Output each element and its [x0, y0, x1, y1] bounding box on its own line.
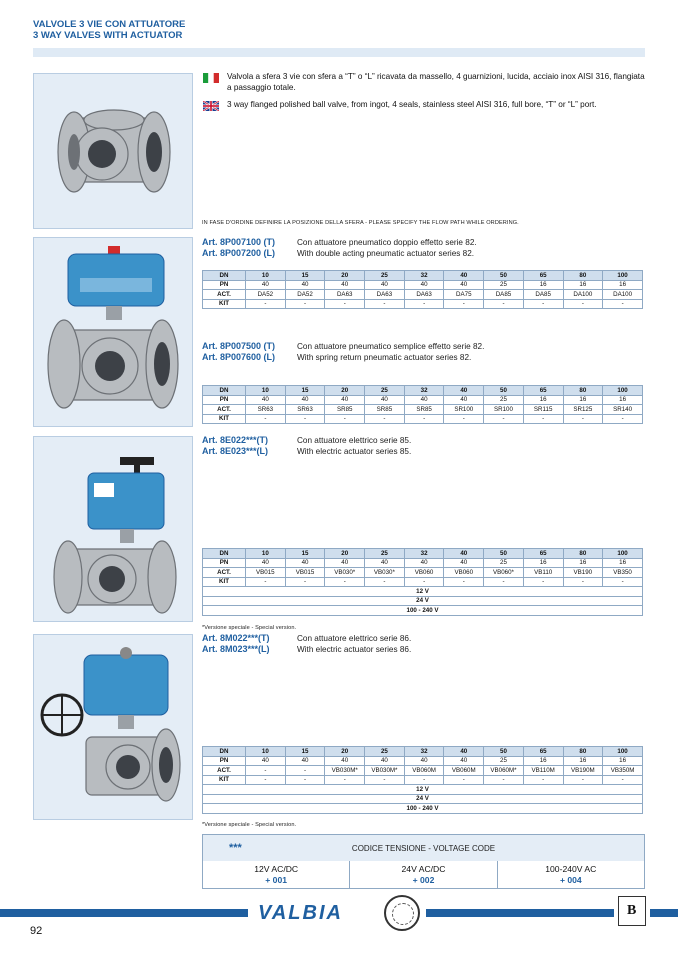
table-cell: -	[444, 414, 484, 424]
intro-description	[203, 72, 648, 118]
table-cell: -	[484, 299, 524, 309]
table-cell: -	[246, 766, 286, 776]
table-cell: VB060	[404, 568, 444, 578]
table-cell: 40	[246, 558, 286, 568]
row-header: KIT	[203, 414, 246, 424]
table-cell: VB030*	[325, 568, 365, 578]
voltage-value: 12 V	[203, 785, 643, 795]
special-version-note: *Versione speciale - Special version.	[202, 625, 297, 631]
table-cell: 40	[444, 395, 484, 405]
article-desc-it: Con attuatore elettrico serie 85.	[297, 436, 412, 445]
table-cell: -	[365, 299, 405, 309]
table-cell: 40	[444, 756, 484, 766]
article-block-1	[202, 237, 642, 259]
voltage-cell-240v	[498, 861, 644, 888]
table-cell: VB060*	[484, 568, 524, 578]
badge-letter: B	[627, 903, 637, 918]
table-cell: 32	[404, 549, 444, 559]
table-cell: -	[603, 577, 643, 587]
table-cell: 16	[523, 558, 563, 568]
table-cell: 40	[444, 280, 484, 290]
voltage-row	[203, 794, 643, 804]
table-row	[203, 558, 643, 568]
table-cell: -	[285, 775, 325, 785]
table-cell: 40	[404, 558, 444, 568]
row-header: PN	[203, 395, 246, 405]
art-label: Art.	[202, 237, 218, 247]
table-cell: DA85	[523, 290, 563, 300]
voltage-value: 24 V	[203, 596, 643, 606]
article-desc-en: With electric actuator series 86.	[297, 645, 412, 654]
row-header: KIT	[203, 299, 246, 309]
voltage-row	[203, 596, 643, 606]
footer-bar-left	[0, 909, 248, 917]
table-cell: SR115	[523, 405, 563, 415]
article-code-t: 8P007500 (T)	[220, 341, 276, 351]
table-cell: 65	[523, 747, 563, 757]
table-cell: 32	[404, 271, 444, 281]
art-label: Art.	[202, 341, 218, 351]
page-header	[33, 19, 185, 41]
table-cell: SR63	[246, 405, 286, 415]
page-number: 92	[30, 925, 43, 937]
table-cell: -	[365, 414, 405, 424]
table-cell: DA63	[365, 290, 405, 300]
table-cell: 40	[325, 558, 365, 568]
intro-text-en: 3 way flanged polished ball valve, from ingot, 4 seals, stainless steel AISI 316, full bore, “T” or “L” port.	[227, 100, 597, 109]
article-code-l: 8P007600 (L)	[220, 352, 276, 362]
table-cell: 40	[444, 386, 484, 396]
voltage-code-table	[202, 834, 645, 889]
table-row	[203, 549, 643, 559]
table-cell: 15	[285, 747, 325, 757]
art-label: Art.	[202, 446, 218, 456]
voltage-stars: ***	[229, 842, 242, 854]
footer-bar-right	[426, 909, 614, 917]
table-cell: DA63	[404, 290, 444, 300]
spec-table-3	[202, 548, 643, 616]
valve-photo	[33, 73, 193, 229]
table-row	[203, 747, 643, 757]
table-cell: 40	[365, 756, 405, 766]
table-cell: 25	[365, 386, 405, 396]
row-header: DN	[203, 386, 246, 396]
table-cell: 40	[285, 395, 325, 405]
table-cell: 16	[603, 280, 643, 290]
table-row	[203, 568, 643, 578]
order-note: IN FASE D'ORDINE DEFINIRE LA POSIZIONE DELLA SFERA - PLEASE SPECIFY THE FLOW PATH WHILE ORDERING.	[202, 220, 519, 226]
table-cell: -	[563, 775, 603, 785]
table-cell: 40	[325, 280, 365, 290]
row-header: ACT.	[203, 290, 246, 300]
table-cell: 80	[563, 271, 603, 281]
voltage-code: + 001	[265, 875, 288, 885]
table-cell: -	[365, 775, 405, 785]
voltage-code: + 004	[559, 875, 582, 885]
table-cell: 10	[246, 549, 286, 559]
table-cell: 16	[603, 756, 643, 766]
spec-table-4	[202, 746, 643, 814]
table-cell: VB030*	[365, 568, 405, 578]
article-block-3	[202, 435, 642, 457]
table-cell: 40	[365, 280, 405, 290]
table-cell: -	[603, 775, 643, 785]
article-code-l: 8M023***(L)	[220, 644, 270, 654]
table-cell: 20	[325, 386, 365, 396]
table-cell: -	[563, 299, 603, 309]
table-cell: 50	[484, 549, 524, 559]
table-cell: -	[325, 577, 365, 587]
table-cell: 10	[246, 271, 286, 281]
table-cell: SR125	[563, 405, 603, 415]
electric-valve-handwheel-photo	[33, 634, 193, 820]
voltage-title: CODICE TENSIONE - VOLTAGE CODE	[351, 843, 496, 853]
table-cell: VB190M	[563, 766, 603, 776]
row-header: KIT	[203, 577, 246, 587]
article-block-2	[202, 341, 642, 363]
table-cell: DA85	[484, 290, 524, 300]
voltage-value: 100 - 240 V	[203, 804, 643, 814]
table-cell: DA52	[246, 290, 286, 300]
header-title-it: VALVOLE 3 VIE CON ATTUATORE	[33, 19, 186, 30]
valbia-logo: VALBIA	[258, 902, 343, 924]
table-cell: 15	[285, 386, 325, 396]
table-cell: 16	[603, 395, 643, 405]
table-cell: SR100	[444, 405, 484, 415]
table-row	[203, 271, 643, 281]
table-cell: 16	[523, 280, 563, 290]
table-cell: -	[444, 775, 484, 785]
table-cell: 40	[404, 395, 444, 405]
table-cell: 100	[603, 549, 643, 559]
table-cell: 40	[404, 280, 444, 290]
table-cell: -	[285, 577, 325, 587]
table-cell: 25	[484, 558, 524, 568]
voltage-value: 100 - 240 V	[203, 606, 643, 616]
pneumatic-valve-photo	[33, 237, 193, 427]
table-cell: -	[246, 299, 286, 309]
table-cell: DA75	[444, 290, 484, 300]
row-header: DN	[203, 747, 246, 757]
table-cell: 40	[285, 756, 325, 766]
table-cell: 16	[603, 558, 643, 568]
table-cell: 16	[523, 756, 563, 766]
table-cell: 16	[523, 395, 563, 405]
table-cell: 32	[404, 386, 444, 396]
table-cell: VB350M	[603, 766, 643, 776]
table-row	[203, 405, 643, 415]
table-cell: 40	[246, 280, 286, 290]
article-code-t: 8E022***(T)	[220, 435, 269, 445]
table-cell: 40	[444, 558, 484, 568]
table-cell: VB110	[523, 568, 563, 578]
table-cell: -	[325, 775, 365, 785]
table-cell: VB015	[246, 568, 286, 578]
table-cell: DA52	[285, 290, 325, 300]
table-cell: 50	[484, 386, 524, 396]
table-cell: VB190	[563, 568, 603, 578]
row-header: ACT.	[203, 766, 246, 776]
table-cell: 25	[484, 280, 524, 290]
intro-text-it: Valvola a sfera 3 vie con sfera a “T” o “L” ricavata da massello, 4 guarnizioni, lucida, acciaio inox AISI 316, flangiata a passaggio totale.	[227, 72, 645, 92]
table-cell: SR85	[325, 405, 365, 415]
table-cell: VB030M*	[325, 766, 365, 776]
voltage-value: 24 V	[203, 794, 643, 804]
table-cell: -	[246, 775, 286, 785]
art-label: Art.	[202, 248, 218, 258]
voltage-row	[203, 804, 643, 814]
art-label: Art.	[202, 435, 218, 445]
italian-flag-icon	[203, 73, 219, 83]
table-cell: -	[563, 414, 603, 424]
table-cell: 16	[563, 280, 603, 290]
table-cell: -	[484, 577, 524, 587]
table-cell: VB060M	[444, 766, 484, 776]
header-title-en: 3 WAY VALVES WITH ACTUATOR	[33, 30, 183, 41]
table-cell: 40	[444, 549, 484, 559]
voltage-label: 24V AC/DC	[401, 864, 446, 874]
voltage-row	[203, 587, 643, 597]
voltage-row	[203, 785, 643, 795]
electric-valve-photo	[33, 436, 193, 622]
table-cell: 40	[444, 271, 484, 281]
table-cell: 10	[246, 386, 286, 396]
row-header: PN	[203, 280, 246, 290]
table-cell: 15	[285, 549, 325, 559]
table-row	[203, 299, 643, 309]
table-cell: -	[523, 577, 563, 587]
article-block-4	[202, 633, 642, 655]
spec-table-2	[202, 385, 643, 424]
row-header: ACT.	[203, 568, 246, 578]
table-cell: -	[246, 577, 286, 587]
table-cell: -	[523, 775, 563, 785]
table-cell: -	[404, 775, 444, 785]
brand-badge-icon	[618, 896, 646, 926]
voltage-label: 100-240V AC	[545, 864, 597, 874]
article-desc-en: With electric actuator series 85.	[297, 447, 412, 456]
table-cell: VB030M*	[365, 766, 405, 776]
row-header: ACT.	[203, 405, 246, 415]
table-cell: -	[325, 299, 365, 309]
table-cell: 16	[563, 395, 603, 405]
article-desc-it: Con attuatore pneumatico semplice effetto serie 82.	[297, 342, 485, 351]
table-row	[203, 386, 643, 396]
table-cell: -	[325, 414, 365, 424]
row-header: DN	[203, 549, 246, 559]
table-cell: -	[404, 299, 444, 309]
table-cell: -	[285, 414, 325, 424]
table-cell: -	[404, 577, 444, 587]
art-label: Art.	[202, 644, 218, 654]
table-cell: -	[246, 414, 286, 424]
table-cell: 25	[484, 395, 524, 405]
row-header: KIT	[203, 775, 246, 785]
table-row	[203, 280, 643, 290]
table-row	[203, 766, 643, 776]
spec-table-1	[202, 270, 643, 309]
table-cell: 50	[484, 747, 524, 757]
table-cell: 40	[246, 756, 286, 766]
table-cell: -	[404, 414, 444, 424]
uk-flag-icon	[203, 101, 219, 111]
table-row	[203, 756, 643, 766]
voltage-row	[203, 606, 643, 616]
table-cell: 15	[285, 271, 325, 281]
table-cell: 16	[563, 558, 603, 568]
table-cell: 40	[444, 747, 484, 757]
table-cell: -	[365, 577, 405, 587]
header-band	[33, 48, 645, 57]
table-row	[203, 395, 643, 405]
table-cell: -	[484, 414, 524, 424]
table-cell: 100	[603, 747, 643, 757]
table-cell: -	[285, 766, 325, 776]
art-label: Art.	[202, 633, 218, 643]
table-cell: VB060	[444, 568, 484, 578]
table-cell: 80	[563, 747, 603, 757]
table-cell: 20	[325, 271, 365, 281]
table-cell: VB350	[603, 568, 643, 578]
table-cell: 40	[325, 395, 365, 405]
table-cell: 100	[603, 386, 643, 396]
row-header: PN	[203, 558, 246, 568]
table-cell: SR85	[365, 405, 405, 415]
article-code-t: 8P007100 (T)	[220, 237, 276, 247]
special-version-note: *Versione speciale - Special version.	[202, 822, 297, 828]
table-cell: DA100	[563, 290, 603, 300]
table-cell: SR100	[484, 405, 524, 415]
table-cell: 80	[563, 386, 603, 396]
voltage-cell-12v	[203, 861, 350, 888]
voltage-code: + 002	[412, 875, 435, 885]
table-cell: -	[484, 775, 524, 785]
table-cell: VB060M	[404, 766, 444, 776]
table-row	[203, 577, 643, 587]
art-label: Art.	[202, 352, 218, 362]
table-cell: -	[285, 299, 325, 309]
table-cell: 65	[523, 271, 563, 281]
table-cell: 25	[365, 747, 405, 757]
article-desc-it: Con attuatore pneumatico doppio effetto serie 82.	[297, 238, 477, 247]
table-cell: 100	[603, 271, 643, 281]
table-row	[203, 775, 643, 785]
table-cell: -	[523, 414, 563, 424]
table-cell: VB060M*	[484, 766, 524, 776]
table-cell: 65	[523, 386, 563, 396]
row-header: DN	[203, 271, 246, 281]
table-row	[203, 414, 643, 424]
table-cell: -	[444, 299, 484, 309]
article-code-t: 8M022***(T)	[220, 633, 270, 643]
article-code-l: 8E023***(L)	[220, 446, 269, 456]
table-cell: DA100	[603, 290, 643, 300]
table-cell: 25	[484, 756, 524, 766]
voltage-value: 12 V	[203, 587, 643, 597]
table-cell: SR63	[285, 405, 325, 415]
table-cell: -	[563, 577, 603, 587]
footer-bar-end	[650, 909, 678, 917]
table-cell: -	[603, 414, 643, 424]
table-cell: VB015	[285, 568, 325, 578]
table-cell: 20	[325, 549, 365, 559]
table-cell: 40	[285, 280, 325, 290]
article-desc-it: Con attuatore elettrico serie 86.	[297, 634, 412, 643]
table-cell: 20	[325, 747, 365, 757]
table-cell: 25	[365, 271, 405, 281]
table-cell: SR85	[404, 405, 444, 415]
table-cell: 10	[246, 747, 286, 757]
voltage-cell-24v	[350, 861, 497, 888]
voltage-label: 12V AC/DC	[254, 864, 299, 874]
table-cell: -	[444, 577, 484, 587]
table-cell: 80	[563, 549, 603, 559]
row-header: PN	[203, 756, 246, 766]
table-cell: 25	[365, 549, 405, 559]
table-cell: -	[603, 299, 643, 309]
article-code-l: 8P007200 (L)	[220, 248, 276, 258]
certification-seal-icon	[384, 895, 420, 931]
table-cell: 40	[246, 395, 286, 405]
table-cell: 40	[325, 756, 365, 766]
article-desc-en: With double acting pneumatic actuator series 82.	[297, 249, 475, 258]
table-cell: SR140	[603, 405, 643, 415]
table-cell: 40	[404, 756, 444, 766]
table-cell: VB110M	[523, 766, 563, 776]
article-desc-en: With spring return pneumatic actuator series 82.	[297, 353, 472, 362]
table-cell: 65	[523, 549, 563, 559]
table-cell: DA63	[325, 290, 365, 300]
table-cell: 50	[484, 271, 524, 281]
table-cell: 40	[365, 558, 405, 568]
table-cell: 32	[404, 747, 444, 757]
table-cell: -	[523, 299, 563, 309]
table-row	[203, 290, 643, 300]
table-cell: 40	[365, 395, 405, 405]
table-cell: 40	[285, 558, 325, 568]
table-cell: 16	[563, 756, 603, 766]
